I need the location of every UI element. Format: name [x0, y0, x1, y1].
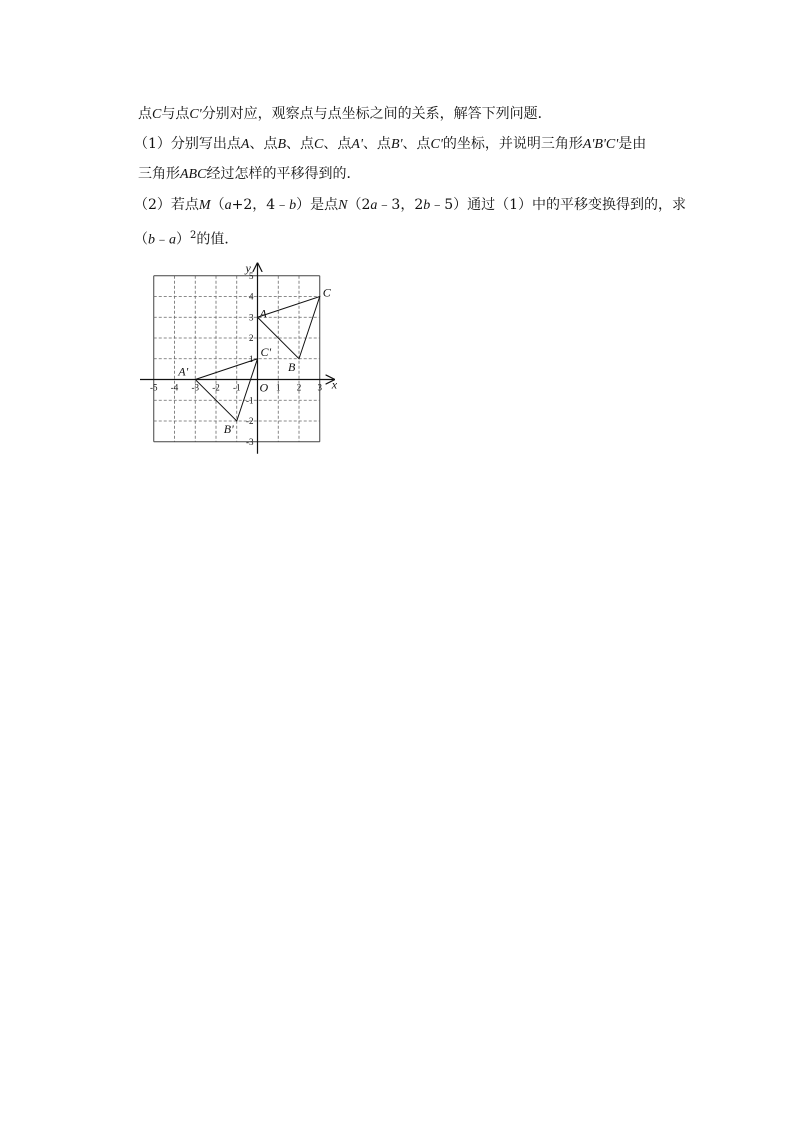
- y-tick-label: 3: [249, 312, 254, 323]
- question-2-line-1: [134, 195, 686, 216]
- text: （2）若点: [134, 197, 199, 213]
- point-c-label: C: [322, 285, 331, 300]
- y-tick-label: 2: [249, 333, 254, 343]
- text: +2，4﹣: [231, 197, 290, 213]
- point-b-name: B: [277, 137, 287, 152]
- x-tick-label: 1: [276, 382, 281, 393]
- text: 、点: [362, 136, 391, 152]
- problem-line-1: [138, 104, 552, 125]
- y-tick-label: 5: [249, 270, 254, 281]
- question-1-line-1: [134, 134, 646, 155]
- axes: [140, 261, 338, 454]
- text: 经过怎样的平移得到的．: [206, 166, 361, 182]
- text: ）: [176, 231, 190, 248]
- text: 的值．: [196, 231, 239, 248]
- x-tick-label: -5: [150, 382, 158, 393]
- origin-label: O: [259, 380, 269, 395]
- x-tick-label: -1: [233, 382, 241, 393]
- point-b-prime-name: B': [390, 137, 403, 152]
- point-labels: [177, 286, 332, 437]
- coordinate-plane-svg: [140, 252, 345, 454]
- var-a: a: [370, 198, 378, 213]
- text: 点: [138, 106, 152, 122]
- question-2-line-2: [134, 226, 238, 251]
- text: 是由: [618, 136, 647, 152]
- point-c-prime-name: C': [189, 107, 202, 122]
- text: ）是点: [296, 197, 339, 213]
- point-n-name: N: [338, 198, 348, 213]
- text: 三角形: [138, 166, 180, 182]
- text: ﹣5）通过（1）中的平移变换得到的，求: [430, 197, 687, 213]
- text: （2: [347, 197, 371, 213]
- x-axis-label: x: [331, 377, 338, 392]
- text: ﹣3，2: [377, 197, 424, 213]
- text: 分别对应，观察点与点坐标之间的关系，解答下列问题．: [201, 106, 552, 122]
- text: （: [210, 197, 225, 213]
- y-tick-label: 1: [249, 353, 254, 364]
- y-tick-label: -2: [246, 416, 254, 426]
- text: ﹣: [155, 231, 169, 248]
- var-a: a: [169, 232, 176, 248]
- x-tick-label: -3: [191, 382, 199, 393]
- triangle-prime-name: A'B'C': [582, 137, 619, 152]
- grid-lines: [154, 276, 320, 442]
- point-b-label: B: [288, 359, 296, 374]
- triangle-a-prime-b-prime-c-prime: [195, 359, 257, 421]
- var-b: b: [148, 232, 155, 248]
- point-a-name: A: [240, 137, 250, 152]
- coordinate-figure: [140, 252, 345, 454]
- x-tick-label: 3: [317, 382, 322, 393]
- exponent: 2: [190, 230, 197, 241]
- y-tick-label: 4: [249, 291, 254, 302]
- var-b: b: [289, 198, 297, 213]
- text: 、点: [286, 136, 315, 152]
- point-c-name: C: [314, 137, 324, 152]
- point-m-name: M: [198, 198, 211, 213]
- text: 、点: [323, 136, 352, 152]
- point-a-label: A: [259, 306, 267, 321]
- triangle-name: ABC: [180, 167, 207, 182]
- text: 、点: [249, 136, 278, 152]
- x-tick-label: 2: [296, 382, 302, 393]
- point-b-prime-label: B': [223, 422, 234, 436]
- text: 的坐标，并说明三角形: [442, 136, 583, 152]
- point-c-name: C: [152, 107, 162, 122]
- text: 与点: [161, 106, 190, 122]
- question-1-line-2: [138, 164, 360, 185]
- x-tick-label: -4: [170, 382, 179, 393]
- text: （: [134, 231, 148, 248]
- y-tick-label: -3: [246, 436, 254, 447]
- text: 、点: [402, 136, 431, 152]
- point-c-prime-label: C': [260, 344, 272, 359]
- point-a-prime-label: A': [178, 364, 189, 379]
- y-tick-label: -1: [246, 395, 254, 406]
- var-a: a: [224, 198, 232, 213]
- text: （1）分别写出点: [134, 136, 241, 152]
- var-b: b: [423, 198, 431, 213]
- x-tick-label: -2: [212, 382, 220, 393]
- y-axis-label: y: [245, 260, 251, 275]
- point-a-prime-name: A': [351, 137, 363, 152]
- point-c-prime-name: C': [430, 137, 443, 152]
